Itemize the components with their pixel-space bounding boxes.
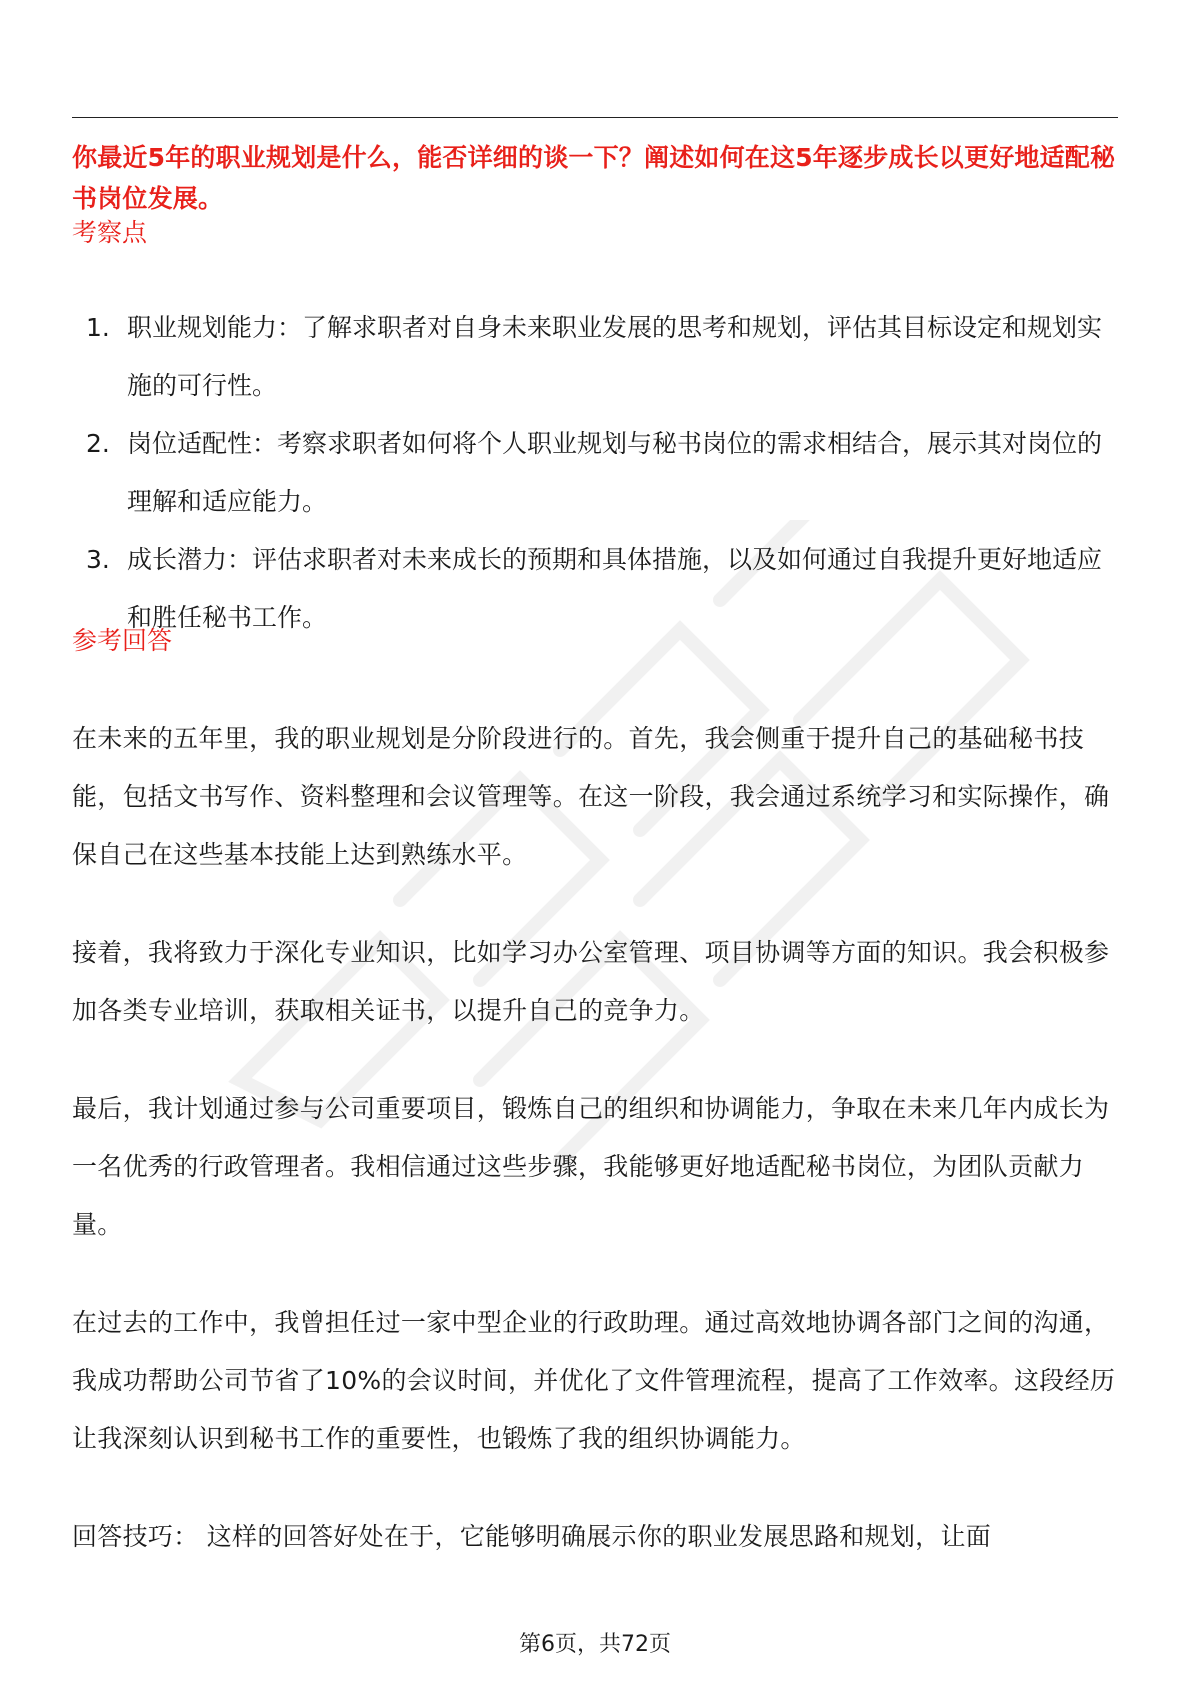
- answer-paragraph: 在未来的五年里，我的职业规划是分阶段进行的。首先，我会侧重于提升自己的基础秘书技能，包括文书写作、资料整理和会议管理等。在这一阶段，我会通过系统学习和实际操作，确保自己在这些基本技能上达到熟练水平。: [72, 724, 1110, 869]
- focus-heading: 考察点: [72, 218, 148, 247]
- focus-points-list: [72, 299, 1122, 647]
- header-rule: [72, 117, 1118, 118]
- page-number-footer: 第6页，共72页: [519, 1632, 671, 1657]
- focus-point-text: 职业规划能力：了解求职者对自身未来职业发展的思考和规划，评估其目标设定和规划实施的可行性。: [127, 313, 1103, 400]
- interview-question: 你最近5年的职业规划是什么，能否详细的谈一下？阐述如何在这5年逐步成长以更好地适配秘书岗位发展。: [72, 143, 1116, 213]
- answer-paragraph: 接着，我将致力于深化专业知识，比如学习办公室管理、项目协调等方面的知识。我会积极参加各类专业培训，获取相关证书，以提升自己的竞争力。: [72, 938, 1110, 1025]
- answer-body: [72, 724, 1124, 1606]
- answer-heading: 参考回答: [72, 626, 173, 655]
- answer-tip-paragraph: 回答技巧： 这样的回答好处在于，它能够明确展示你的职业发展思路和规划，让面: [72, 1522, 992, 1551]
- focus-point-text: 成长潜力：评估求职者对未来成长的预期和具体措施，以及如何通过自我提升更好地适应和胜任秘书工作。: [127, 545, 1103, 632]
- focus-point: [72, 415, 1122, 531]
- focus-point-number: 2.: [86, 429, 110, 458]
- focus-point: [72, 299, 1122, 415]
- answer-paragraph: 最后，我计划通过参与公司重要项目，锻炼自己的组织和协调能力，争取在未来几年内成长为一名优秀的行政管理者。我相信通过这些步骤，我能够更好地适配秘书岗位，为团队贡献力量。: [72, 1094, 1110, 1239]
- focus-point-number: 3.: [86, 545, 110, 574]
- focus-point-number: 1.: [86, 313, 110, 342]
- focus-point: [72, 531, 1122, 647]
- answer-paragraph: 在过去的工作中，我曾担任过一家中型企业的行政助理。通过高效地协调各部门之间的沟通，我成功帮助公司节省了10%的会议时间，并优化了文件管理流程，提高了工作效率。这段经历让我深刻认识到秘书工作的重要性，也锻炼了我的组织协调能力。: [72, 1308, 1116, 1453]
- focus-point-text: 岗位适配性：考察求职者如何将个人职业规划与秘书岗位的需求相结合，展示其对岗位的理解和适应能力。: [127, 429, 1103, 516]
